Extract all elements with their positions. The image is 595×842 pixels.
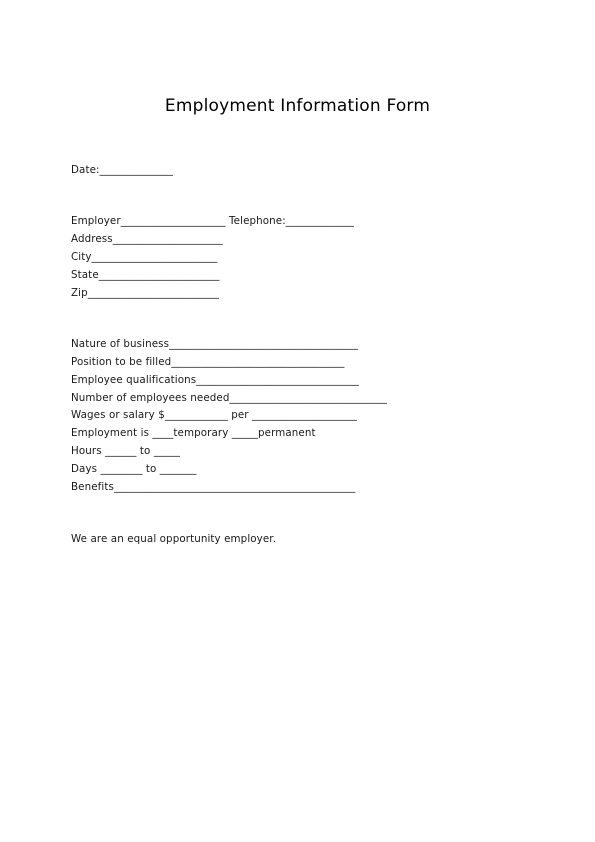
- date-field: Date:______________: [71, 164, 174, 176]
- benefits-field: Benefits______________________________________________: [71, 481, 356, 493]
- form-title: Employment Information Form: [164, 96, 431, 116]
- employment-type-field: Employment is ____temporary _____permanent: [71, 427, 316, 439]
- employees-needed-field: Number of employees needed______________________________: [71, 392, 387, 404]
- qualifications-field: Employee qualifications_______________________________: [71, 374, 359, 386]
- zip-field: Zip_________________________: [71, 287, 219, 299]
- position-field: Position to be filled_________________________________: [71, 356, 345, 368]
- equal-opportunity-statement: We are an equal opportunity employer.: [71, 533, 277, 545]
- days-field: Days ________ to _______: [71, 463, 197, 475]
- state-field: State_______________________: [71, 269, 220, 281]
- wages-field: Wages or salary $____________ per ____________________: [71, 409, 357, 421]
- nature-of-business-field: Nature of business____________________________________: [71, 338, 359, 350]
- city-field: City________________________: [71, 251, 218, 263]
- address-field: Address_____________________: [71, 233, 223, 245]
- employer-telephone-field: Employer____________________ Telephone:_____________: [71, 215, 355, 227]
- hours-field: Hours ______ to _____: [71, 445, 181, 457]
